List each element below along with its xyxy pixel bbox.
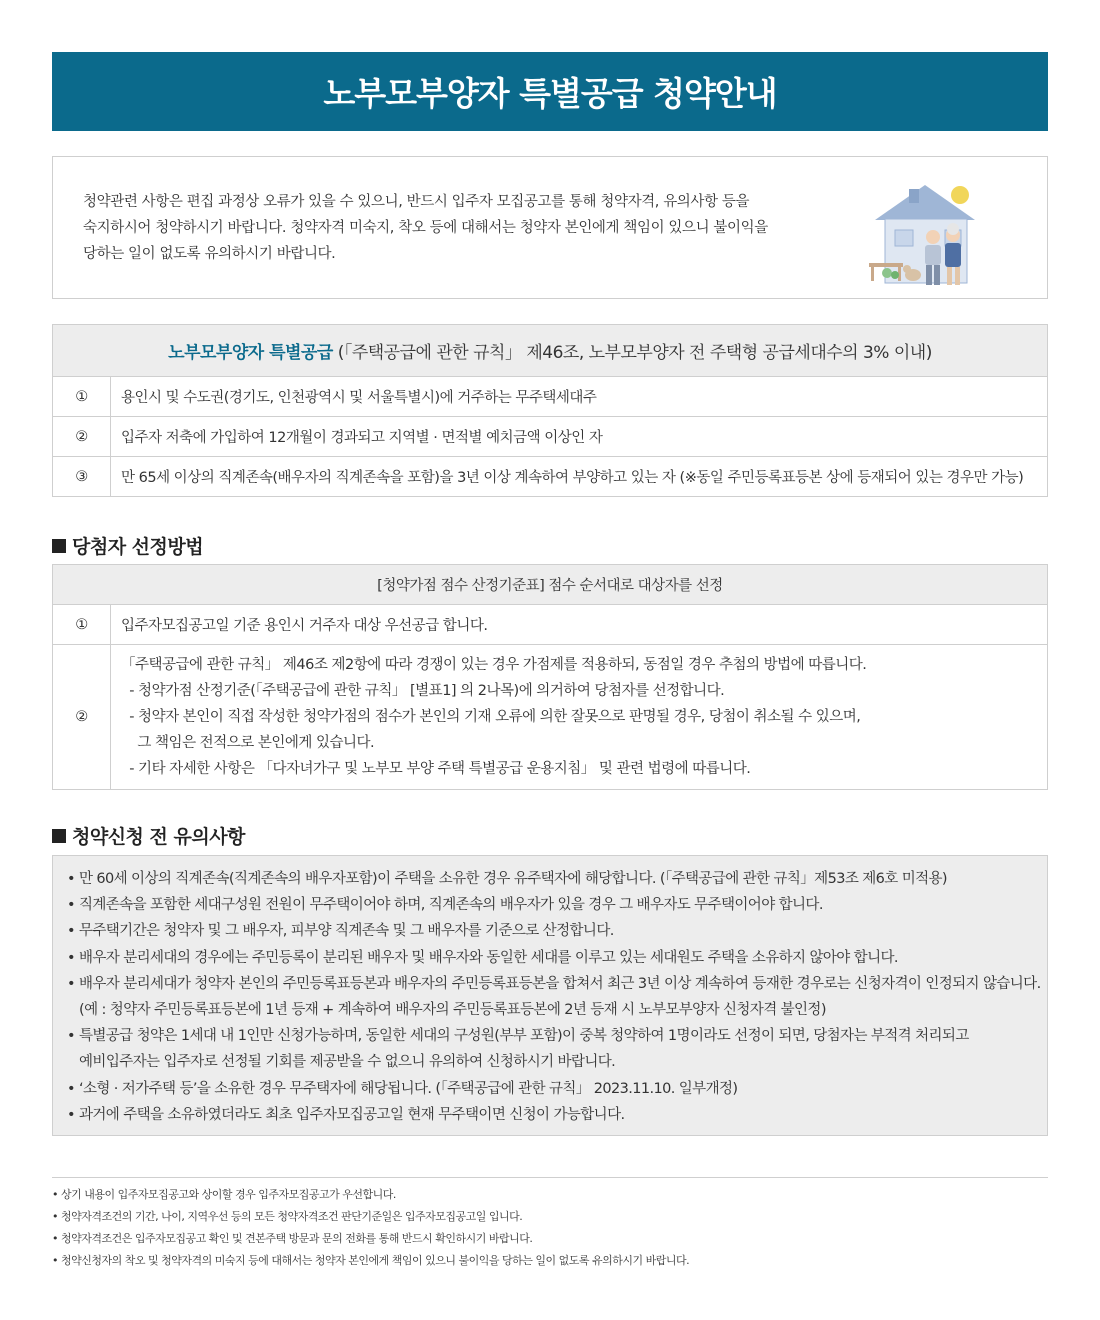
row-number: ① [53,377,111,417]
section-heading-precautions [52,822,245,849]
footnote: • 청약신청자의 착오 및 청약자격의 미숙지 등에 대해서는 청약자 본인에게 책임이 있으니 불이익을 당하는 일이 없도록 유의하시기 바랍니다. [52,1254,690,1267]
row-text: 입주자모집공고일 기준 용인시 거주자 대상 우선공급 합니다. [111,605,1048,645]
square-bullet-icon [52,829,66,843]
qualification-title-rest: (「주택공급에 관한 규칙」 제46조, 노부모부양자 전 주택형 공급세대수의 3% 이내) [332,343,932,363]
section-heading-text: 청약신청 전 유의사항 [72,826,245,848]
footnote: • 청약자격조건의 기간, 나이, 지역우선 등의 모든 청약자격조건 판단기준일은 입주자모집공고일 입니다. [52,1210,523,1223]
row-number: ③ [53,457,111,497]
footnote: • 청약자격조건은 입주자모집공고 확인 및 견본주택 방문과 문의 전화를 통해 반드시 확인하시기 바랍니다. [52,1232,533,1245]
list-item: 예비입주자는 입주자로 선정될 기회를 제공받을 수 없으니 유의하여 신청하시기 바랍니다. [67,1054,616,1071]
row-text: 용인시 및 수도권(경기도, 인천광역시 및 서울특별시)에 거주하는 무주택세대주 [111,377,1048,417]
qualification-title-accent: 노부모부양자 특별공급 [168,343,333,363]
list-item: • 배우자 분리세대가 청약자 본인의 주민등록표등본과 배우자의 주민등록표등본을 합쳐서 최근 3년 이상 계속하여 등재한 경우로는 신청자격이 인정되지 않습니다. [67,975,1041,992]
qualification-table-head [53,325,1048,377]
intro-line: 당하는 일이 없도록 유의하시기 바랍니다. [83,246,336,262]
row-number: ① [53,605,111,645]
table-row [53,377,1048,417]
footnotes [52,1184,689,1272]
list-item: • ‘소형 · 저가주택 등’을 소유한 경우 무주택자에 해당됩니다. (「주택공급에 관한 규칙」 2023.11.10. 일부개정) [67,1080,738,1097]
precautions-box [52,855,1048,1136]
row-line: - 청약가점 산정기준(「주택공급에 관한 규칙」 [별표1] 의 2나목)에 의거하여 당첨자를 선정합니다. [121,683,725,699]
page-title: 노부모부양자 특별공급 청약안내 [52,52,1048,131]
intro-box [52,156,1048,299]
intro-line: 숙지하시어 청약하시기 바랍니다. 청약자격 미숙지, 착오 등에 대해서는 청약자 본인에게 책임이 있으니 불이익을 [83,220,768,236]
elderly-couple-house-illustration-icon [865,175,995,295]
footnote: • 상기 내용이 입주자모집공고와 상이할 경우 입주자모집공고가 우선합니다. [52,1188,396,1201]
intro-text [83,189,783,267]
table-row [53,457,1048,497]
list-item: • 무주택기간은 청약자 및 그 배우자, 피부양 직계존속 및 그 배우자를 기준으로 산정합니다. [67,923,614,940]
square-bullet-icon [52,539,66,553]
row-line: 그 책임은 전적으로 본인에게 있습니다. [121,735,375,751]
row-number: ② [53,645,111,790]
row-text: 입주자 저축에 가입하여 12개월이 경과되고 지역별 · 면적별 예치금액 이상인 자 [111,417,1048,457]
intro-line: 청약관련 사항은 편집 과정상 오류가 있을 수 있으니, 반드시 입주자 모집공고를 통해 청약자격, 유의사항 등을 [83,194,750,210]
row-lines [111,645,1048,790]
footer-divider [52,1177,1048,1178]
section-heading-text: 당첨자 선정방법 [72,536,204,558]
list-item: • 만 60세 이상의 직계존속(직계존속의 배우자포함)이 주택을 소유한 경우 유주택자에 해당합니다. (「주택공급에 관한 규칙」제53조 제6호 미적용) [67,871,947,887]
list-item: (예 : 청약자 주민등록표등본에 1년 등재 + 계속하여 배우자의 주민등록표등본에 2년 등재 시 노부모부양자 신청자격 불인정) [67,1002,826,1019]
row-text: 만 65세 이상의 직계존속(배우자의 직계존속을 포함)을 3년 이상 계속하여 부양하고 있는 자 (※동일 주민등록표등본 상에 등재되어 있는 경우만 가능) [111,457,1048,497]
qualification-table [52,324,1048,497]
precautions-list [67,866,1041,1128]
section-heading-selection [52,532,203,559]
table-row [53,605,1048,645]
table-row [53,645,1048,790]
row-number: ② [53,417,111,457]
row-line: 「주택공급에 관한 규칙」 제46조 제2항에 따라 경쟁이 있는 경우 가점제를 적용하되, 동점일 경우 추첨의 방법에 따릅니다. [121,657,867,673]
table-row [53,417,1048,457]
selection-table [52,564,1048,790]
selection-table-head: [청약가점 점수 산정기준표] 점수 순서대로 대상자를 선정 [53,565,1048,605]
list-item: • 배우자 분리세대의 경우에는 주민등록이 분리된 배우자 및 배우자와 동일한 세대를 이루고 있는 세대원도 주택을 소유하지 않아야 합니다. [67,949,898,966]
row-line: - 청약자 본인이 직접 작성한 청약가점의 점수가 본인의 기재 오류에 의한 잘못으로 판명될 경우, 당첨이 취소될 수 있으며, [121,709,861,725]
row-line: - 기타 자세한 사항은 「다자녀가구 및 노부모 부양 주택 특별공급 운용지침」 및 관련 법령에 따릅니다. [121,761,751,777]
list-item: • 과거에 주택을 소유하였더라도 최초 입주자모집공고일 현재 무주택이면 신청이 가능합니다. [67,1106,625,1123]
list-item: • 직계존속을 포함한 세대구성원 전원이 무주택이어야 하며, 직계존속의 배우자가 있을 경우 그 배우자도 무주택이어야 합니다. [67,897,823,914]
list-item: • 특별공급 청약은 1세대 내 1인만 신청가능하며, 동일한 세대의 구성원(부부 포함)이 중복 청약하여 1명이라도 선정이 되면, 당첨자는 부적격 처리되고 [67,1028,969,1045]
